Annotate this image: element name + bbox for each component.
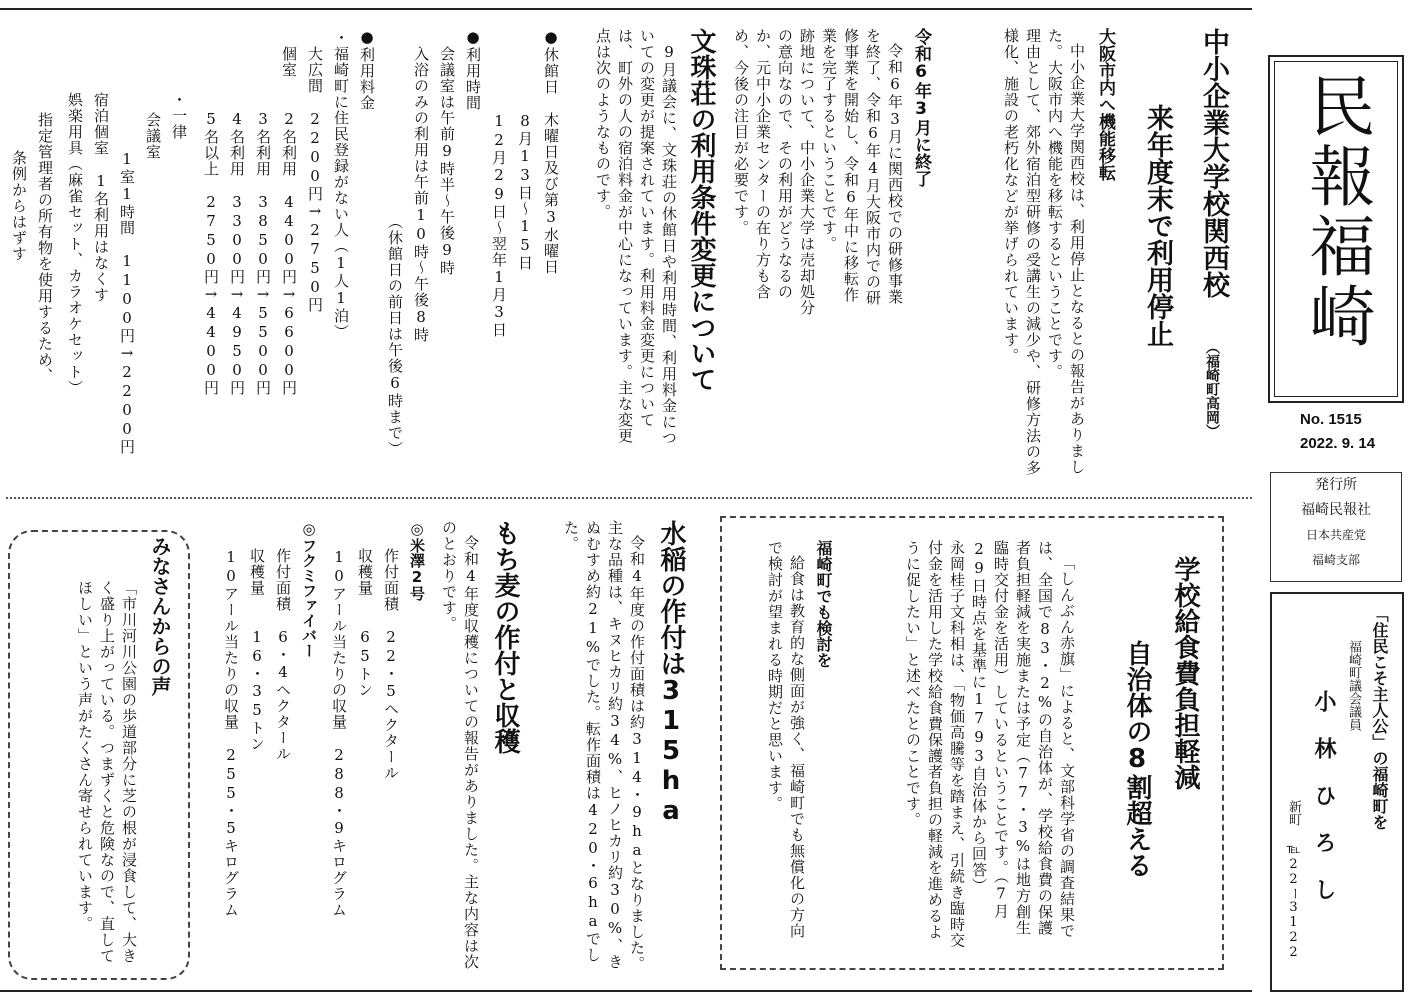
fee-row-hall: 大広間 2200円→2750円: [306, 46, 324, 313]
article1-title: 中小企業大学校関西校: [1198, 28, 1229, 298]
closed-heading: ●休館日: [542, 28, 560, 95]
fee-row-room-2: 個室 2名利用 4400円→6600円: [280, 46, 298, 396]
hours-line-3: （休館日の前日は午後6時まで）: [386, 214, 404, 457]
article3-subhead: 福崎町でも検討を: [814, 540, 833, 668]
article1-subhead-end: 令和6年3月に終了: [911, 28, 931, 187]
variety1-yield: 収穫量 65トン: [356, 548, 374, 698]
article1-subtitle: 来年度末で利用停止: [1142, 104, 1173, 347]
variety1-per-area: 10アール当たりの収量 288・9キログラム: [330, 548, 348, 918]
article5-intro: 令和4年度収穫についての報告がありました。主な内容は次のとおりです。: [440, 520, 480, 970]
voice-text: 「市川河川公園の歩道部分に芝の根が浸食して、大きく盛り上がっている。つまずくと危険なので、直してほしい」という声がたくさん寄せられています。: [76, 580, 138, 964]
article1-paragraph-2: [732, 28, 906, 318]
article5-title: もち麦の作付と収穫: [490, 520, 520, 754]
article1-location: （福崎町高岡）: [1204, 340, 1220, 438]
issue-number: No. 1515: [1300, 411, 1362, 428]
article3-subtitle: 自治体の8割超える: [1122, 640, 1152, 878]
bottom-rule: [0, 990, 1252, 992]
flat-line-4: 娯楽用具（麻雀セット、カラオケセット）: [66, 92, 84, 396]
closed-line-3: 12月29日～翌年1月3日: [490, 112, 508, 338]
article3-p2: 永岡桂子文科相は、「物価高騰等を踏まえ、引続き臨時交付金を活用した学校給食費保護者負担の軽減を進めるように促したい」と述べたとのことです。: [904, 540, 966, 949]
fee-subheading: ・福崎町に住民登録がない人（1人1泊）: [332, 30, 350, 340]
issue-info: [1300, 408, 1375, 456]
article1-p4: 跡地について、中小企業大学は売却処分の意向なので、その利用がどうなるのか、元中小企業センターの在り方も含め、今後の注目が必要です。: [732, 28, 816, 316]
flat-line-6: 条例からはずす: [10, 150, 28, 262]
article1-p2: 理由として、郊外宿泊型研修の受講生の減少や、研修方法の多様化、施設の老朽化などが挙げられています。: [1002, 28, 1042, 476]
flat-line-1: 会議室: [144, 112, 162, 160]
fee-heading: ●利用料金: [358, 28, 376, 111]
article2-title: 文珠荘の利用条件変更について: [686, 28, 716, 392]
closed-line-2: 8月13日～15日: [516, 112, 534, 271]
flat-line-5: 指定管理者の所有物を使用するため、: [36, 112, 54, 384]
variety1-heading: ◎米澤2号: [408, 520, 426, 601]
ad-address: 新町: [1286, 800, 1301, 826]
flat-heading: ・一律: [170, 92, 188, 140]
publisher-label: 発行所: [1315, 477, 1357, 493]
article1-subhead-relocation: 大阪市内へ機能移転: [1095, 28, 1115, 181]
party-name: 日本共産党: [1305, 528, 1366, 542]
article1-paragraph-1: [938, 28, 1088, 488]
article1-p1: 中小企業大学関西校は、利用停止となるとの報告がありました。大阪市内へ機能を移転するということです。: [1046, 28, 1086, 475]
ad-phone: ℡22ー3122: [1286, 842, 1301, 960]
article3-body: [842, 540, 1078, 950]
article3-p1: 「しんぶん赤旗」によると、文部科学省の調査結果では、全国で83・2%の自治体が、学校給食費の保護者負担軽減を実施または予定（77・3%は地方創生臨時交付金を活用）しているということです。（7月29日時点を基準に1793自治体から回答）: [970, 540, 1076, 939]
top-rule: [0, 8, 1252, 10]
article2-intro: 9月議会に、文珠荘の休館日や利用時間、利用料金についての変更が提案されています。利用料金変更については、町外の人の宿泊料金が中心になっています。主な変更点は次のようなものです。: [594, 28, 678, 446]
hours-line-2: 入浴のみの利用は午前10時～午後8時: [412, 46, 430, 343]
article3-p3: 給食は教育的な側面が強く、福崎町でも無償化の方向で検討が望まれる時期だと思います。: [766, 540, 806, 939]
article4-title: 水稲の作付は315ha: [656, 520, 686, 826]
variety1-area: 作付面積 22・5ヘクタール: [382, 548, 400, 781]
ad-role: 福崎町議会議員: [1346, 640, 1361, 731]
flat-line-2: 1室1時間 1100円→2200円: [118, 150, 136, 455]
publisher-box: [1270, 472, 1402, 582]
fee-row-room-3: 3名利用 3850円→5500円: [254, 46, 272, 396]
publisher-name: 福崎民報社: [1301, 502, 1371, 518]
fee-row-room-4: 4名利用 3300円→4950円: [228, 46, 246, 396]
hours-heading: ●利用時間: [464, 28, 482, 111]
article3-title: 学校給食費負担軽減: [1170, 556, 1200, 790]
article4-body: 令和4年度の作付面積は約314・9haとなりました。主な品種は、キヌヒカリ約34%、ヒノヒカリ約30%、きぬむすめ約21%でした。転作面積は420・6haでした。: [562, 520, 646, 972]
variety2-heading: ◎フクミファイバー: [300, 520, 318, 658]
article1-p3: 令和6年3月に関西校での研修事業を終了、令和6年4月大阪市内での研修事業を開始し、令和6年中に移転作業を完了するということです。: [820, 28, 904, 306]
hours-line-1: 会議室は午前9時半～午後9時: [438, 46, 456, 276]
branch-name: 福崎支部: [1311, 553, 1360, 567]
issue-date: 2022. 9. 14: [1300, 435, 1376, 452]
masthead-title: 民報福崎: [1298, 72, 1375, 352]
fee-row-room-5: 5名以上 2750円→4400円: [202, 46, 220, 396]
variety2-per-area: 10アール当たりの収量 255・5キログラム: [222, 548, 240, 918]
variety2-area: 作付面積 6・4ヘクタール: [274, 548, 292, 762]
flat-line-3: 宿泊個室 1名利用はなくす: [92, 92, 110, 303]
voice-title: みなさんからの声: [148, 536, 172, 696]
variety2-yield: 収穫量 16・35トン: [248, 548, 266, 752]
ad-slogan: 「住民こそ主人公」の福崎町を: [1370, 606, 1389, 830]
closed-line-1: 木曜日及び第3水曜日: [542, 112, 560, 275]
ad-name: 小 林 ひ ろ し: [1311, 690, 1336, 900]
section-divider: [6, 497, 1252, 499]
